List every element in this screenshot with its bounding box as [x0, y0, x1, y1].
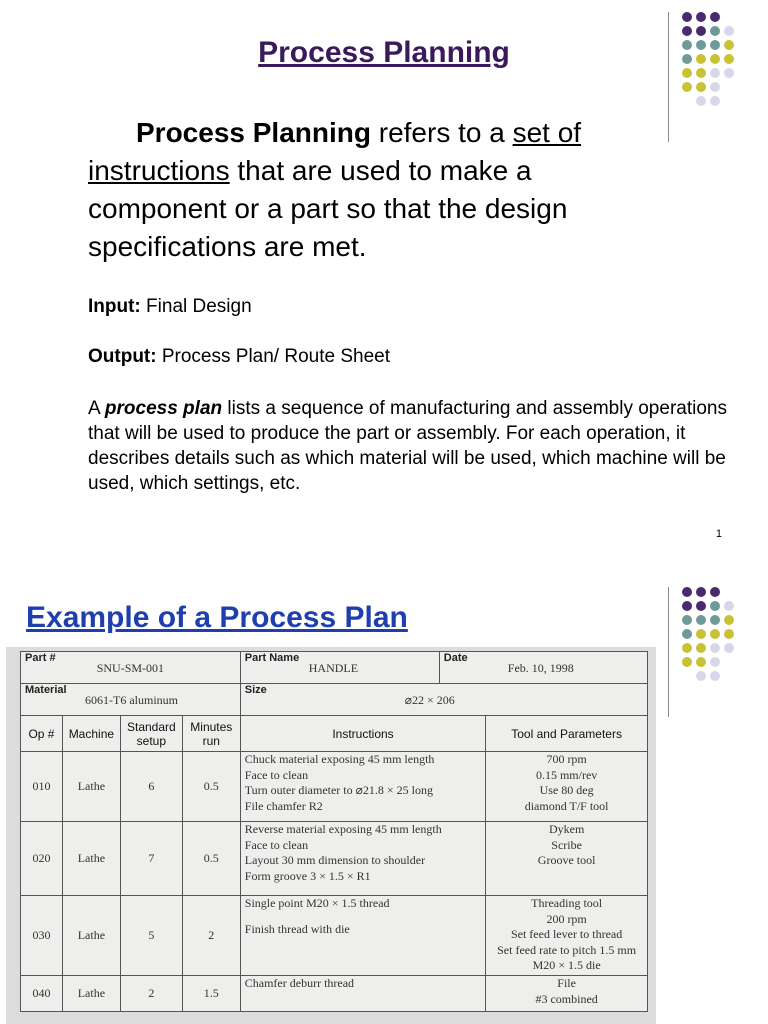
tool-line: File [557, 976, 576, 990]
tool-line: Use 80 deg [539, 783, 594, 797]
decorative-dot [696, 629, 706, 639]
instruction-line: Finish thread with die [244, 921, 350, 936]
part-number-cell: Part # SNU-SM-001 [21, 652, 241, 684]
instruction-line: Face to clean [244, 767, 309, 782]
decorative-dot [696, 657, 706, 667]
run-cell: 0.5 [182, 822, 240, 896]
decorative-dot [696, 26, 706, 36]
instruction-line: Chuck material exposing 45 mm length [244, 752, 435, 766]
decorative-dot [710, 12, 720, 22]
instruction-line: Layout 30 mm dimension to shoulder [244, 853, 426, 867]
tools-cell [486, 752, 648, 822]
header-tools: Tool and Parameters [486, 716, 648, 752]
op-number-cell: 040 [21, 976, 63, 1012]
tool-line: 700 rpm [546, 752, 587, 766]
decorative-dot [682, 601, 692, 611]
instruction-line: Turn outer diameter to ⌀21.8 × 25 long [244, 783, 433, 797]
decorative-dot [710, 643, 720, 653]
decorative-dot [682, 657, 692, 667]
decorative-dot [682, 615, 692, 625]
output-line: Output: Process Plan/ Route Sheet [88, 346, 390, 367]
decorative-dot [710, 671, 720, 681]
tool-line: 0.15 mm/rev [535, 767, 598, 782]
header-machine: Machine [62, 716, 120, 752]
decorative-dot [696, 12, 706, 22]
op-number-cell: 010 [21, 752, 63, 822]
tools-cell [486, 896, 648, 976]
machine-cell: Lathe [62, 896, 120, 976]
tool-line: Set feed rate to pitch 1.5 mm [497, 942, 637, 957]
machine-cell: Lathe [62, 976, 120, 1012]
table-row [21, 822, 648, 896]
table-row [21, 652, 648, 684]
instructions-cell [240, 976, 485, 1012]
setup-cell: 5 [120, 896, 182, 976]
decorative-dot [682, 587, 692, 597]
tool-line: 200 rpm [546, 911, 587, 926]
run-cell: 1.5 [182, 976, 240, 1012]
decorative-dot [710, 26, 720, 36]
setup-cell: 2 [120, 976, 182, 1012]
header-op: Op # [21, 716, 63, 752]
decorative-rule [668, 587, 669, 717]
instruction-line: Face to clean [244, 837, 309, 852]
instructions-cell [240, 896, 485, 976]
instruction-line: Chamfer deburr thread [244, 976, 355, 990]
process-plan-description: A process plan lists a sequence of manufacturing and assembly operations that will be used to produce the part or assembly. For each operation, it describes details such as which material will be used, which machine will be used, which settings, etc. [88, 398, 727, 494]
decorative-dot [724, 26, 734, 36]
definition-text: Process Planning refers to a set of instructions that are used to make a component or a part so that the design specifications are met. [88, 117, 582, 262]
setup-cell: 6 [120, 752, 182, 822]
table-header-row [21, 716, 648, 752]
run-cell: 2 [182, 896, 240, 976]
slide-gap [0, 555, 768, 575]
slide-2 [0, 575, 768, 1024]
setup-cell: 7 [120, 822, 182, 896]
decorative-dot [710, 96, 720, 106]
tool-line: Dykem [548, 822, 585, 836]
page-number: 1 [715, 528, 722, 540]
definition-term: Process Planning [136, 117, 371, 148]
tool-line: Set feed lever to thread [510, 927, 623, 941]
part-name-date-cell: Part Name HANDLE Date Feb. 10, 1998 [240, 652, 647, 684]
decorative-dot [682, 26, 692, 36]
decorative-dot [682, 643, 692, 653]
table-row [21, 684, 648, 716]
process-plan-scan [6, 647, 656, 1024]
decorative-dots [682, 587, 762, 699]
decorative-dot [710, 587, 720, 597]
decorative-dot [710, 629, 720, 639]
table-row [21, 976, 648, 1012]
machine-cell: Lathe [62, 822, 120, 896]
decorative-dot [724, 601, 734, 611]
instructions-cell [240, 752, 485, 822]
run-cell: 0.5 [182, 752, 240, 822]
instruction-line: Form groove 3 × 1.5 × R1 [244, 868, 371, 883]
header-instructions: Instructions [240, 716, 485, 752]
slide-title: Example of a Process Plan [26, 601, 408, 634]
decorative-dot [696, 615, 706, 625]
machine-cell: Lathe [62, 752, 120, 822]
decorative-dot [682, 629, 692, 639]
tool-line: Threading tool [531, 896, 603, 910]
instruction-line: File chamfer R2 [244, 798, 323, 813]
decorative-dot [696, 82, 706, 92]
decorative-dot [724, 615, 734, 625]
header-run: Minutes run [182, 716, 240, 752]
decorative-dot [724, 643, 734, 653]
tool-line: M20 × 1.5 die [532, 958, 601, 972]
decorative-dot [696, 601, 706, 611]
instruction-line: Reverse material exposing 45 mm length [244, 822, 442, 836]
decorative-dot [710, 615, 720, 625]
tool-line: Groove tool [537, 853, 596, 867]
decorative-dot [682, 12, 692, 22]
tool-line: diamond T/F tool [524, 798, 609, 813]
decorative-dot [696, 96, 706, 106]
instructions-cell [240, 822, 485, 896]
decorative-dot [724, 629, 734, 639]
input-line: Input: Final Design [88, 296, 252, 317]
material-cell: Material 6061-T6 aluminum [21, 684, 241, 716]
tools-cell [486, 976, 648, 1012]
decorative-rule [668, 12, 669, 142]
process-plan-table [20, 651, 648, 1012]
table-row [21, 896, 648, 976]
decorative-dot [710, 601, 720, 611]
decorative-dot [710, 657, 720, 667]
op-number-cell: 020 [21, 822, 63, 896]
tool-line: Scribe [551, 837, 582, 852]
tools-cell [486, 822, 648, 896]
decorative-dot [682, 82, 692, 92]
decorative-dot [710, 82, 720, 92]
decorative-dot [696, 643, 706, 653]
header-setup: Standard setup [120, 716, 182, 752]
slide-title: Process Planning [258, 36, 510, 69]
instruction-line: Single point M20 × 1.5 thread [244, 896, 390, 910]
decorative-dot [696, 671, 706, 681]
table-row [21, 752, 648, 822]
size-cell: Size ⌀22 × 206 [240, 684, 647, 716]
op-number-cell: 030 [21, 896, 63, 976]
decorative-dot [696, 587, 706, 597]
tool-line: #3 combined [535, 991, 598, 1006]
